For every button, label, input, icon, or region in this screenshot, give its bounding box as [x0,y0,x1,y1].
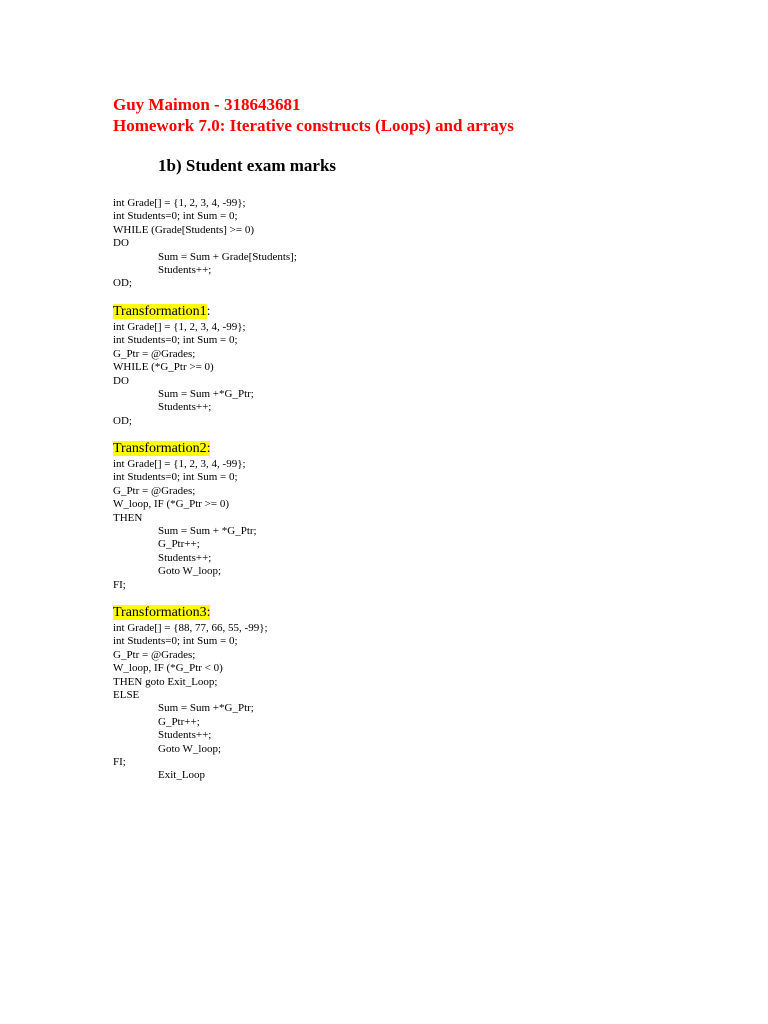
transformation1-heading [113,304,254,320]
code-line: Exit_Loop [158,769,206,782]
transformation1-heading-suffix: : [206,304,211,319]
code-line: Goto W_loop; [158,742,222,755]
code-line: int Students=0; int Sum = 0; [113,635,238,648]
transformation3-code [113,622,268,783]
code-line: Sum = Sum +*G_Ptr; [158,387,254,400]
code-line: DO [113,374,129,387]
code-line: Goto W_loop; [158,565,222,578]
code-line: int Grade[] = {1, 2, 3, 4, -99}; [113,197,246,209]
code-line: FI; [113,755,126,768]
transformation3-heading-text: Transformation3: [113,605,211,620]
code-line: W_loop, IF (*G_Ptr < 0) [113,662,223,675]
transformation2-heading [113,441,257,457]
code-line: G_Ptr = @Grades; [113,648,196,661]
code-line: THEN goto Exit_Loop; [113,675,218,688]
code-line: G_Ptr = @Grades; [113,347,196,360]
code-line: WHILE (*G_Ptr >= 0) [113,361,214,374]
transformation3-heading [113,605,268,621]
code-line: Sum = Sum + Grade[Students]; [158,250,297,263]
code-line: Sum = Sum +*G_Ptr; [158,702,254,715]
original-code-block [113,197,297,291]
transformation2-heading-text: Transformation2: [113,441,211,456]
code-line: WHILE (Grade[Students] >= 0) [113,223,255,236]
author-line: Guy Maimon - 318643681 [113,95,301,114]
code-line: ELSE [113,688,140,701]
code-line: int Grade[] = {1, 2, 3, 4, -99}; [113,321,246,333]
code-line: DO [113,237,129,250]
code-line: FI; [113,578,126,591]
code-line: OD; [113,414,132,427]
code-line: THEN [113,511,143,524]
code-line: Students++; [158,729,212,742]
transformation1-heading-text: Transformation1 [113,304,207,319]
transformation1-code [113,321,254,428]
transformation2-block [113,441,257,592]
section-subtitle: 1b) Student exam marks [158,156,337,175]
transformation2-code [113,458,257,592]
transformation1-block [113,304,254,428]
code-line: int Grade[] = {1, 2, 3, 4, -99}; [113,458,246,470]
code-line: int Grade[] = {88, 77, 66, 55, -99}; [113,622,268,634]
code-line: int Students=0; int Sum = 0; [113,210,238,223]
code-line: W_loop, IF (*G_Ptr >= 0) [113,498,229,511]
code-line: Sum = Sum + *G_Ptr; [158,524,257,537]
code-line: G_Ptr = @Grades; [113,484,196,497]
code-line: OD; [113,277,132,290]
homework-title: Homework 7.0: Iterative constructs (Loops) and arrays [113,116,514,135]
transformation3-block [113,605,268,783]
code-line: G_Ptr++; [158,715,200,728]
code-line: Students++; [158,401,212,414]
code-line: Students++; [158,551,212,564]
code-line: Students++; [158,263,212,276]
code-line: int Students=0; int Sum = 0; [113,471,238,484]
code-line: int Students=0; int Sum = 0; [113,334,238,347]
code-line: G_Ptr++; [158,538,200,551]
